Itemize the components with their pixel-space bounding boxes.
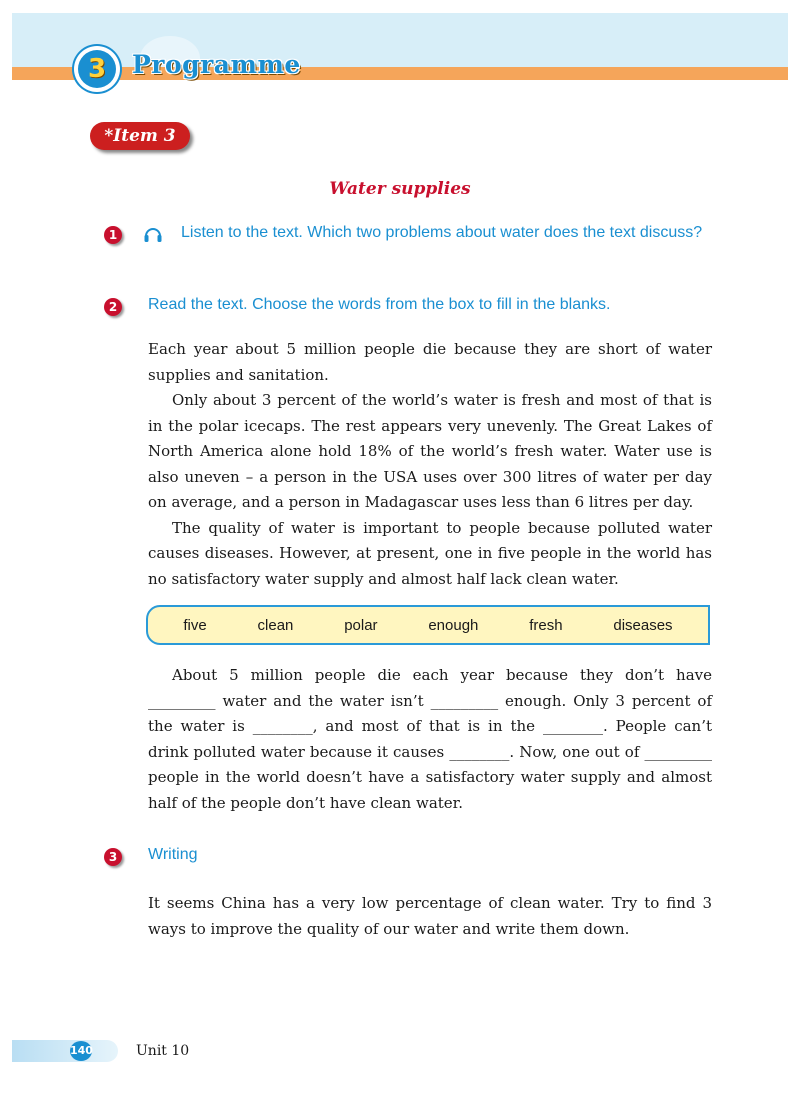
passage-paragraph: The quality of water is important to people because polluted water causes diseases. However, at present, one in five people in the world has no satisfactory water supply and almost half lack clean water. bbox=[148, 518, 712, 588]
word-box-item: fresh bbox=[529, 616, 563, 634]
word-box-item: five bbox=[183, 616, 207, 634]
unit-label: Unit 10 bbox=[136, 1043, 190, 1059]
footer-bar bbox=[12, 1040, 118, 1062]
headphones-icon bbox=[143, 225, 163, 243]
writing-prompt bbox=[148, 891, 712, 942]
item-badge: *Item 3 bbox=[90, 122, 190, 150]
word-box-item: clean bbox=[257, 616, 294, 634]
task-3-number: 3 bbox=[104, 848, 122, 866]
word-box-item: enough bbox=[428, 616, 479, 634]
header-stripe bbox=[12, 67, 788, 80]
cloze-paragraph: About 5 million people die each year because they don’t have _________ water and the water isn’t _________ enough. Only 3 percent of the water is ________, and most of that is in the ________. People can’t drink polluted water because it causes ________. Now, one out of _________ people in the world doesn’t have a satisfactory water supply and almost half of the people don’t have clean water. bbox=[148, 666, 712, 812]
task-1-instruction: Listen to the text. Which two problems about water does the text discuss? bbox=[181, 224, 703, 241]
section-title: Programme bbox=[132, 50, 301, 79]
page-number: 140 bbox=[70, 1041, 92, 1061]
word-box-item: diseases bbox=[613, 616, 673, 634]
section-number-badge: 3 bbox=[74, 46, 120, 92]
word-box-item: polar bbox=[344, 616, 378, 634]
cloze-passage bbox=[148, 663, 712, 816]
lesson-title: Water supplies bbox=[329, 179, 471, 199]
task-2-instruction: Read the text. Choose the words from the box to fill in the blanks. bbox=[148, 296, 611, 313]
reading-passage bbox=[148, 337, 712, 592]
task-1-number: 1 bbox=[104, 226, 122, 244]
header-band bbox=[12, 13, 788, 73]
task-2-number: 2 bbox=[104, 298, 122, 316]
word-box bbox=[146, 605, 710, 645]
passage-paragraph: Each year about 5 million people die because they are short of water supplies and sanitation. bbox=[148, 340, 712, 384]
task-3-instruction: Writing bbox=[148, 846, 198, 863]
passage-paragraph: Only about 3 percent of the world’s water is fresh and most of that is in the polar icecaps. The rest appears very unevenly. The Great Lakes of North America alone hold 18% of the world’s fresh water. Water use is also uneven – a person in the USA uses over 300 litres of water per day on average, and a person in Madagascar uses less than 6 litres per day. bbox=[148, 391, 712, 511]
writing-paragraph: It seems China has a very low percentage of clean water. Try to find 3 ways to improve the quality of our water and write them down. bbox=[148, 894, 712, 938]
